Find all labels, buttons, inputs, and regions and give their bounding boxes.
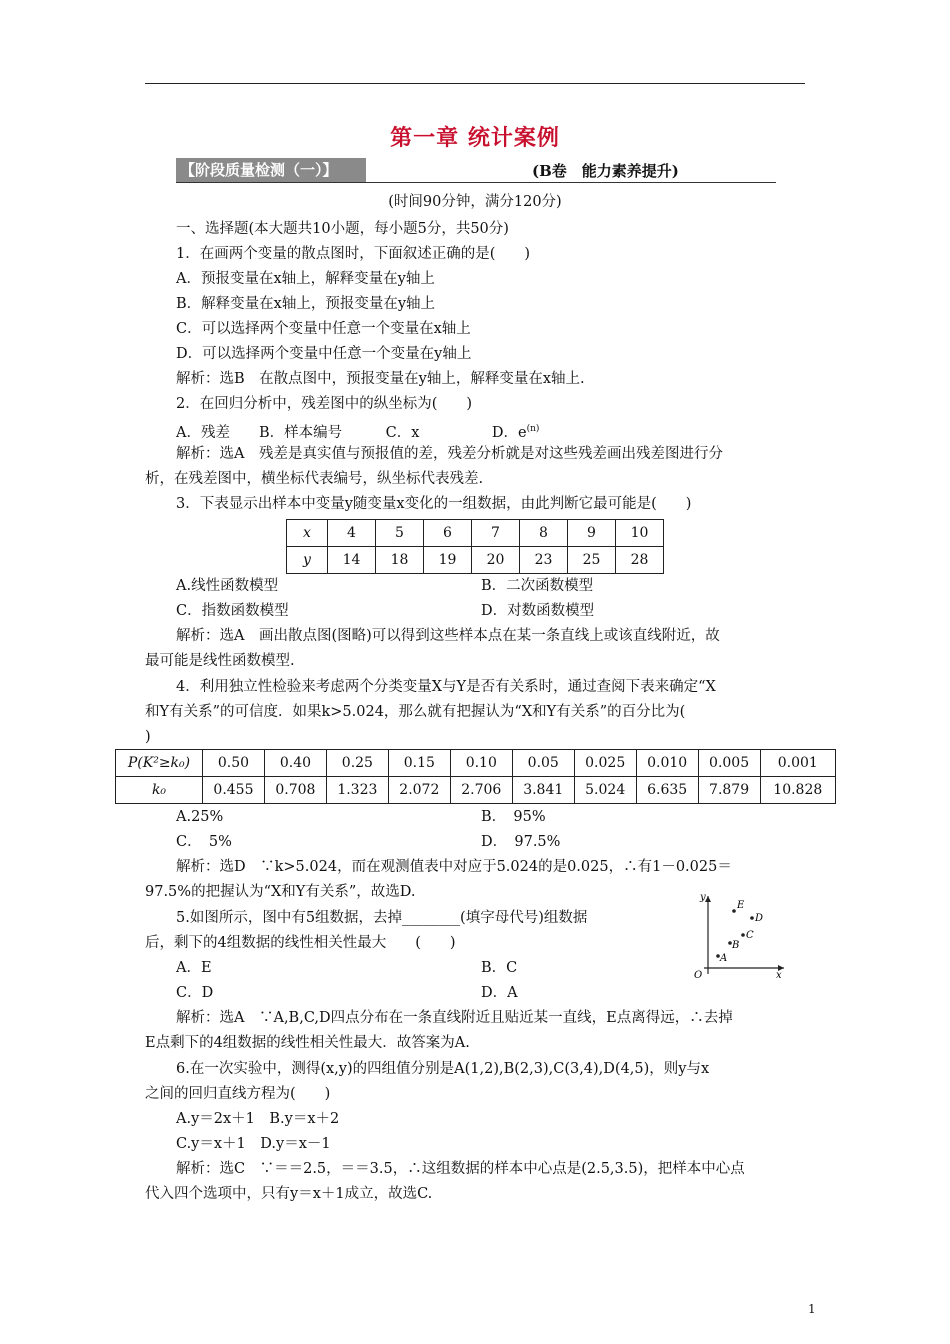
table-cell: k₀ [116, 777, 203, 804]
q4-critical-value-table [115, 749, 836, 804]
table-cell: 25 [568, 547, 616, 574]
table-cell: 0.05 [512, 750, 574, 777]
header-rule [145, 83, 805, 84]
table-cell: 14 [328, 547, 376, 574]
q3-answer-line-1: 解析：选A 画出散点图(图略)可以得到这些样本点在某一条直线上或该直线附近，故 [176, 628, 720, 644]
question-1: 1．在画两个变量的散点图时，下面叙述正确的是( ) [176, 246, 531, 262]
q2-answer-line-2: 析，在残差图中，横坐标代表编号，纵坐标代表残差. [145, 471, 484, 487]
table-cell: 1.323 [326, 777, 388, 804]
question-4-line-1: 4．利用独立性检验来考虑两个分类变量X与Y是否有关系时，通过查阅下表来确定“X [176, 679, 716, 695]
y-axis-label: y [700, 892, 706, 903]
q3-option-a: A.线性函数模型 [176, 578, 279, 594]
q1-option-c: C．可以选择两个变量中任意一个变量在x轴上 [176, 321, 471, 337]
x-axis-label: x [776, 970, 782, 980]
point-b-label: B [732, 940, 740, 951]
chapter-title: 第一章 统计案例 [390, 125, 560, 151]
question-6-line-1: 6.在一次实验中，测得(x,y)的四组值分别是A(1,2),B(2,3),C(3,4),D(4,5)，则y与x [176, 1061, 710, 1077]
q5-answer-line-2: E点剩下的4组数据的线性相关性最大．故答案为A. [145, 1035, 470, 1051]
q5-option-a: A．E [176, 960, 212, 976]
table-row [116, 750, 836, 777]
point-c [741, 933, 745, 937]
table-cell: 0.10 [450, 750, 512, 777]
point-e [732, 909, 736, 913]
q4-option-a: A.25% [176, 809, 224, 825]
q2-options-text: A．残差 B．样本编号 C．x D．e [176, 424, 527, 441]
q1-option-b: B．解释变量在x轴上，预报变量在y轴上 [176, 296, 436, 312]
table-cell: 18 [376, 547, 424, 574]
table-cell: 0.010 [636, 750, 698, 777]
table-cell: 2.706 [450, 777, 512, 804]
time-note: (时间90分钟，满分120分) [388, 194, 562, 210]
table-cell: 8 [520, 520, 568, 547]
point-d [750, 916, 754, 920]
table-cell: 23 [520, 547, 568, 574]
q6-answer-line-2: 代入四个选项中，只有y＝x＋1成立，故选C. [145, 1186, 433, 1202]
q5-answer-line-1: 解析：选A ∵A,B,C,D四点分布在一条直线附近且贴近某一直线，E点离得远，∴去掉 [176, 1010, 733, 1026]
point-d-label: D [755, 913, 764, 924]
table-cell: 3.841 [512, 777, 574, 804]
section-heading: 一、选择题(本大题共10小题，每小题5分，共50分) [176, 221, 509, 237]
q3-option-c: C．指数函数模型 [176, 603, 289, 619]
q5-option-c: C．D [176, 985, 214, 1001]
q6-answer-line-1: 解析：选C ∵＝＝2.5，＝＝3.5，∴这组数据的样本中心点是(2.5,3.5)，把样本中心点 [176, 1161, 745, 1177]
table-cell: 9 [568, 520, 616, 547]
table-cell: 0.005 [698, 750, 760, 777]
q2-options [176, 419, 539, 443]
table-cell: 4 [328, 520, 376, 547]
q4-answer-line-2: 97.5%的把握认为“X和Y有关系”，故选D. [145, 884, 416, 900]
table-cell: P(K²≥k₀) [116, 750, 203, 777]
q3-option-d: D．对数函数模型 [481, 603, 595, 619]
exam-banner: 【阶段质量检测（一）】 [176, 158, 366, 182]
y-axis-arrow [705, 896, 711, 902]
q4-answer-line-1: 解析：选D ∵k>5.024，而在观测值表中对应于5.024的是0.025，∴有1－0.025＝ [176, 859, 732, 875]
table-cell: 6 [424, 520, 472, 547]
q3-answer-line-2: 最可能是线性函数模型. [145, 653, 295, 669]
q6-options-ab: A.y＝2x＋1 B.y＝x＋2 [176, 1111, 340, 1127]
question-4-line-2: 和Y有关系”的可信度．如果k>5.024，那么就有把握认为“X和Y有关系”的百分比为( [145, 704, 686, 720]
point-a-label: A [720, 953, 728, 964]
table-cell: y [287, 547, 328, 574]
table-cell: 0.455 [203, 777, 265, 804]
q4-option-b: B． 95% [481, 809, 546, 825]
q3-option-b: B．二次函数模型 [481, 578, 594, 594]
origin-label: O [694, 970, 703, 980]
q3-data-table [286, 519, 664, 574]
q2-superscript: (n) [526, 424, 540, 434]
question-2: 2．在回归分析中，残差图中的纵坐标为( ) [176, 396, 473, 412]
table-row [287, 520, 664, 547]
q2-answer-line-1: 解析：选A 残差是真实值与预报值的差，残差分析就是对这些残差画出残差图进行分 [176, 446, 723, 462]
table-cell: 10 [616, 520, 664, 547]
exam-subtitle: (B卷 能力素养提升) [532, 162, 679, 180]
table-cell: 20 [472, 547, 520, 574]
banner-rule [176, 182, 776, 183]
point-e-label: E [737, 900, 745, 911]
question-4-line-3: ) [145, 729, 151, 745]
page-number: 1 [808, 1302, 816, 1316]
table-cell: 7 [472, 520, 520, 547]
table-cell: x [287, 520, 328, 547]
q5-option-d: D．A [481, 985, 518, 1001]
table-cell: 0.40 [264, 750, 326, 777]
question-3: 3．下表显示出样本中变量y随变量x变化的一组数据，由此判断它最可能是( ) [176, 496, 692, 512]
point-c-label: C [746, 930, 754, 941]
table-row [287, 547, 664, 574]
question-5-line-2: 后，剩下的4组数据的线性相关性最大 ( ) [145, 935, 456, 951]
question-6-line-2: 之间的回归直线方程为( ) [145, 1086, 331, 1102]
table-cell: 0.001 [760, 750, 835, 777]
table-cell: 0.025 [574, 750, 636, 777]
table-cell: 0.50 [203, 750, 265, 777]
table-cell: 0.708 [264, 777, 326, 804]
q5-option-b: B．C [481, 960, 518, 976]
q1-answer: 解析：选B 在散点图中，预报变量在y轴上，解释变量在x轴上. [176, 371, 585, 387]
table-cell: 19 [424, 547, 472, 574]
table-cell: 7.879 [698, 777, 760, 804]
q4-option-d: D． 97.5% [481, 834, 561, 850]
table-row [116, 777, 836, 804]
table-cell: 0.15 [388, 750, 450, 777]
table-cell: 5 [376, 520, 424, 547]
table-cell: 28 [616, 547, 664, 574]
table-cell: 10.828 [760, 777, 835, 804]
table-cell: 6.635 [636, 777, 698, 804]
q1-option-a: A．预报变量在x轴上，解释变量在y轴上 [176, 271, 435, 287]
table-cell: 5.024 [574, 777, 636, 804]
q4-option-c: C． 5% [176, 834, 232, 850]
table-cell: 2.072 [388, 777, 450, 804]
table-cell: 0.25 [326, 750, 388, 777]
q1-option-d: D．可以选择两个变量中任意一个变量在y轴上 [176, 346, 472, 362]
scatter-figure [690, 890, 790, 980]
question-5-line-1: 5.如图所示，图中有5组数据，去掉________(填字母代号)组数据 [176, 910, 588, 926]
q6-options-cd: C.y＝x＋1 D.y＝x－1 [176, 1136, 331, 1152]
